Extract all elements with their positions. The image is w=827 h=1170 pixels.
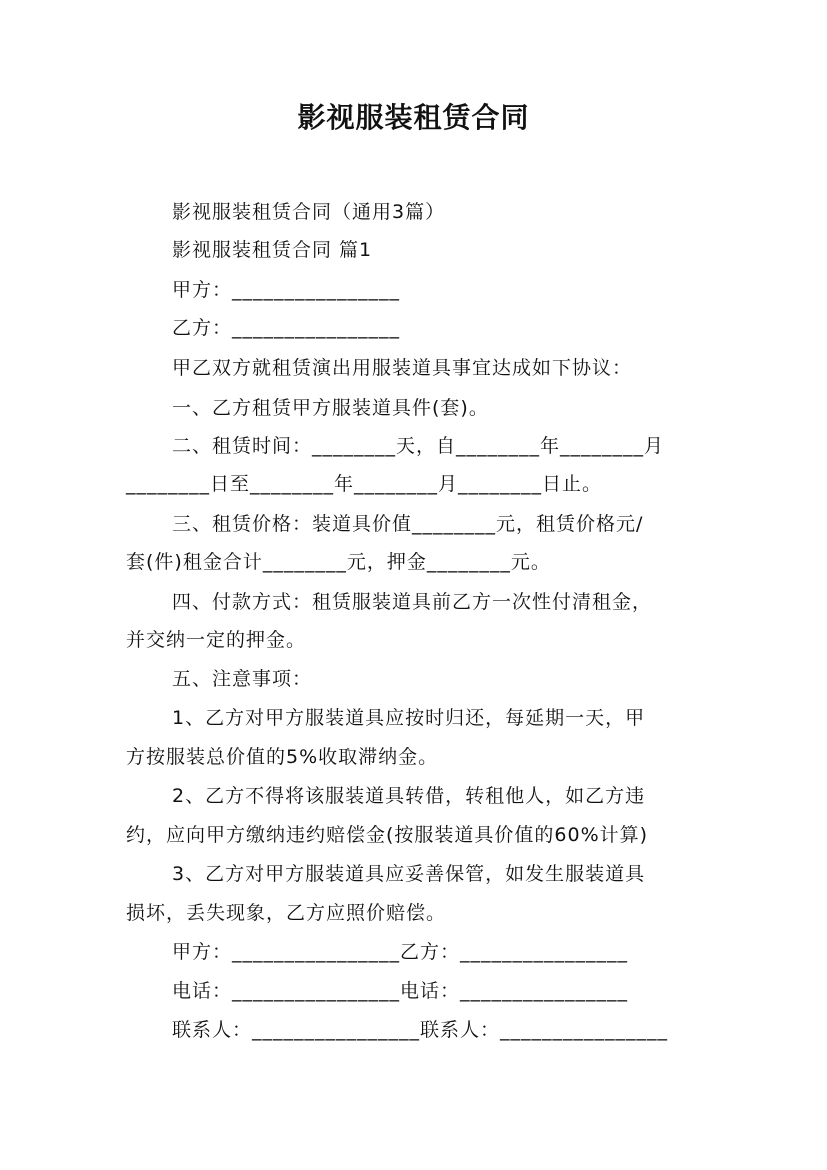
- note-1-line-1: 1、乙方对甲方服装道具应按时归还，每延期一天，甲: [172, 707, 646, 729]
- note-1-line-2: 方按服装总价值的5%收取滞纳金。: [126, 746, 439, 768]
- clause-5-heading: 五、注意事项：: [172, 668, 313, 690]
- clause-2-line-2: ________日至________年________月________日止。: [126, 473, 603, 495]
- signature-phone-line: 电话：________________电话：________________: [172, 980, 629, 1002]
- section-heading: 影视服装租赁合同 篇1: [172, 239, 373, 261]
- party-b-line: 乙方：________________: [172, 317, 401, 339]
- subtitle-line: 影视服装租赁合同（通用3篇）: [172, 201, 446, 223]
- clause-3-line-1: 三、租赁价格：装道具价值________元，租赁价格元/: [172, 513, 644, 535]
- note-3-line-2: 损坏，丢失现象，乙方应照价赔偿。: [126, 902, 447, 924]
- party-a-line: 甲方：________________: [172, 279, 401, 301]
- clause-1: 一、乙方租赁甲方服装道具件(套)。: [172, 397, 489, 419]
- clause-2-line-1: 二、租赁时间：________天，自________年________月: [172, 435, 665, 457]
- clause-4-line-2: 并交纳一定的押金。: [126, 629, 307, 651]
- clause-3-line-2: 套(件)租金合计________元，押金________元。: [126, 551, 551, 573]
- note-3-line-1: 3、乙方对甲方服装道具应妥善保管，如发生服装道具: [172, 863, 646, 885]
- signature-contact-line: 联系人：________________联系人：________________: [172, 1019, 669, 1041]
- agreement-intro: 甲乙双方就租赁演出用服装道具事宜达成如下协议：: [172, 357, 633, 379]
- document-title: 影视服装租赁合同: [297, 101, 530, 134]
- clause-4-line-1: 四、付款方式：租赁服装道具前乙方一次性付清租金，: [172, 591, 653, 613]
- signature-parties-line: 甲方：________________乙方：________________: [172, 941, 629, 963]
- note-2-line-1: 2、乙方不得将该服装道具转借，转租他人，如乙方违: [172, 785, 646, 807]
- note-2-line-2: 约，应向甲方缴纳违约赔偿金(按服装道具价值的60%计算): [126, 824, 649, 846]
